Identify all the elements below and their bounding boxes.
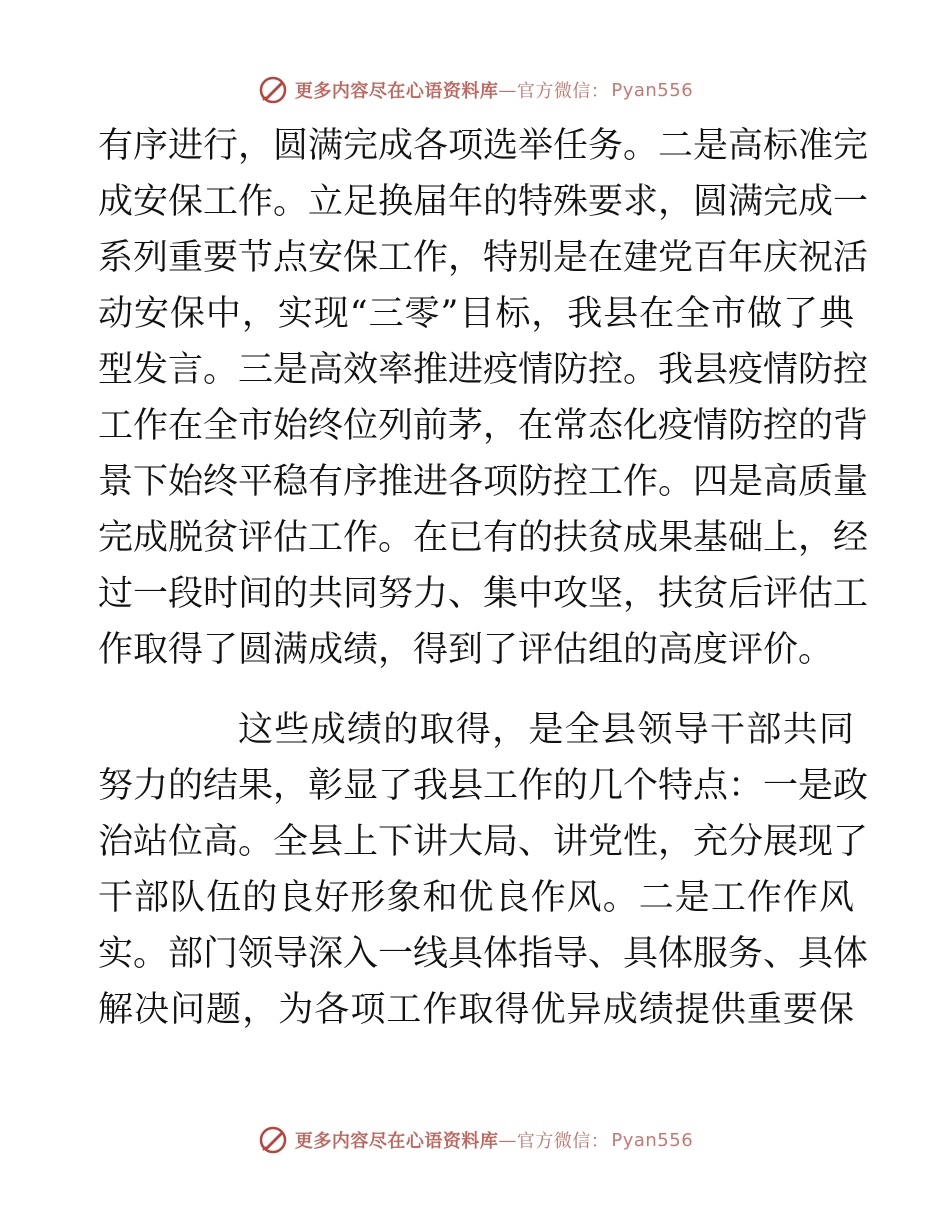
watermark-text: 更多内容尽在心语资料库 [294,1131,499,1152]
document-body [98,118,869,1038]
text-line: 成安保工作。立足换届年的特殊要求，圆满完成一 [98,182,869,222]
watermark-text: 更多内容尽在心语资料库 [294,81,499,102]
text-line: 实。部门领导深入一线具体指导、具体服务、具体 [98,934,869,974]
text-line: 解决问题，为各项工作取得优异成绩提供重要保 [98,990,854,1030]
watermark-dash: — [498,79,517,101]
paragraph-1 [98,118,869,678]
text-line: 系列重要节点安保工作，特别是在建党百年庆祝活 [98,238,869,278]
header-watermark [0,70,950,110]
text-line: 动安保中，实现“三零”目标，我县在全市做了典 [98,294,854,334]
text-line: 干部队伍的良好形象和优良作风。二是工作作风 [98,878,854,918]
text-line: 努力的结果，彰显了我县工作的几个特点：一是政 [98,766,869,806]
text-line: 这些成绩的取得，是全县领导干部共同 [238,710,854,750]
text-line: 作取得了圆满成绩，得到了评估组的高度评价。 [98,630,834,670]
watermark-label: 官方微信： [516,1131,610,1152]
text-line: 治站位高。全县上下讲大局、讲党性，充分展现了 [98,822,869,862]
text-line: 过一段时间的共同努力、集中攻坚，扶贫后评估工 [98,574,869,614]
watermark-id: Pyan556 [611,1129,694,1151]
text-line: 型发言。三是高效率推进疫情防控。我县疫情防控 [98,350,869,390]
text-line: 景下始终平稳有序推进各项防控工作。四是高质量 [98,462,869,502]
watermark-id: Pyan556 [611,79,694,101]
watermark-dash: — [498,1129,517,1151]
text-line: 有序进行，圆满完成各项选举任务。二是高标准完 [98,126,869,166]
quill-logo-icon [257,1124,289,1156]
footer-watermark [0,1120,950,1160]
quill-logo-icon [257,74,289,106]
text-line: 工作在全市始终位列前茅，在常态化疫情防控的背 [98,406,869,446]
watermark-label: 官方微信： [516,81,610,102]
text-line: 完成脱贫评估工作。在已有的扶贫成果基础上，经 [98,518,869,558]
paragraph-2 [98,702,869,1038]
